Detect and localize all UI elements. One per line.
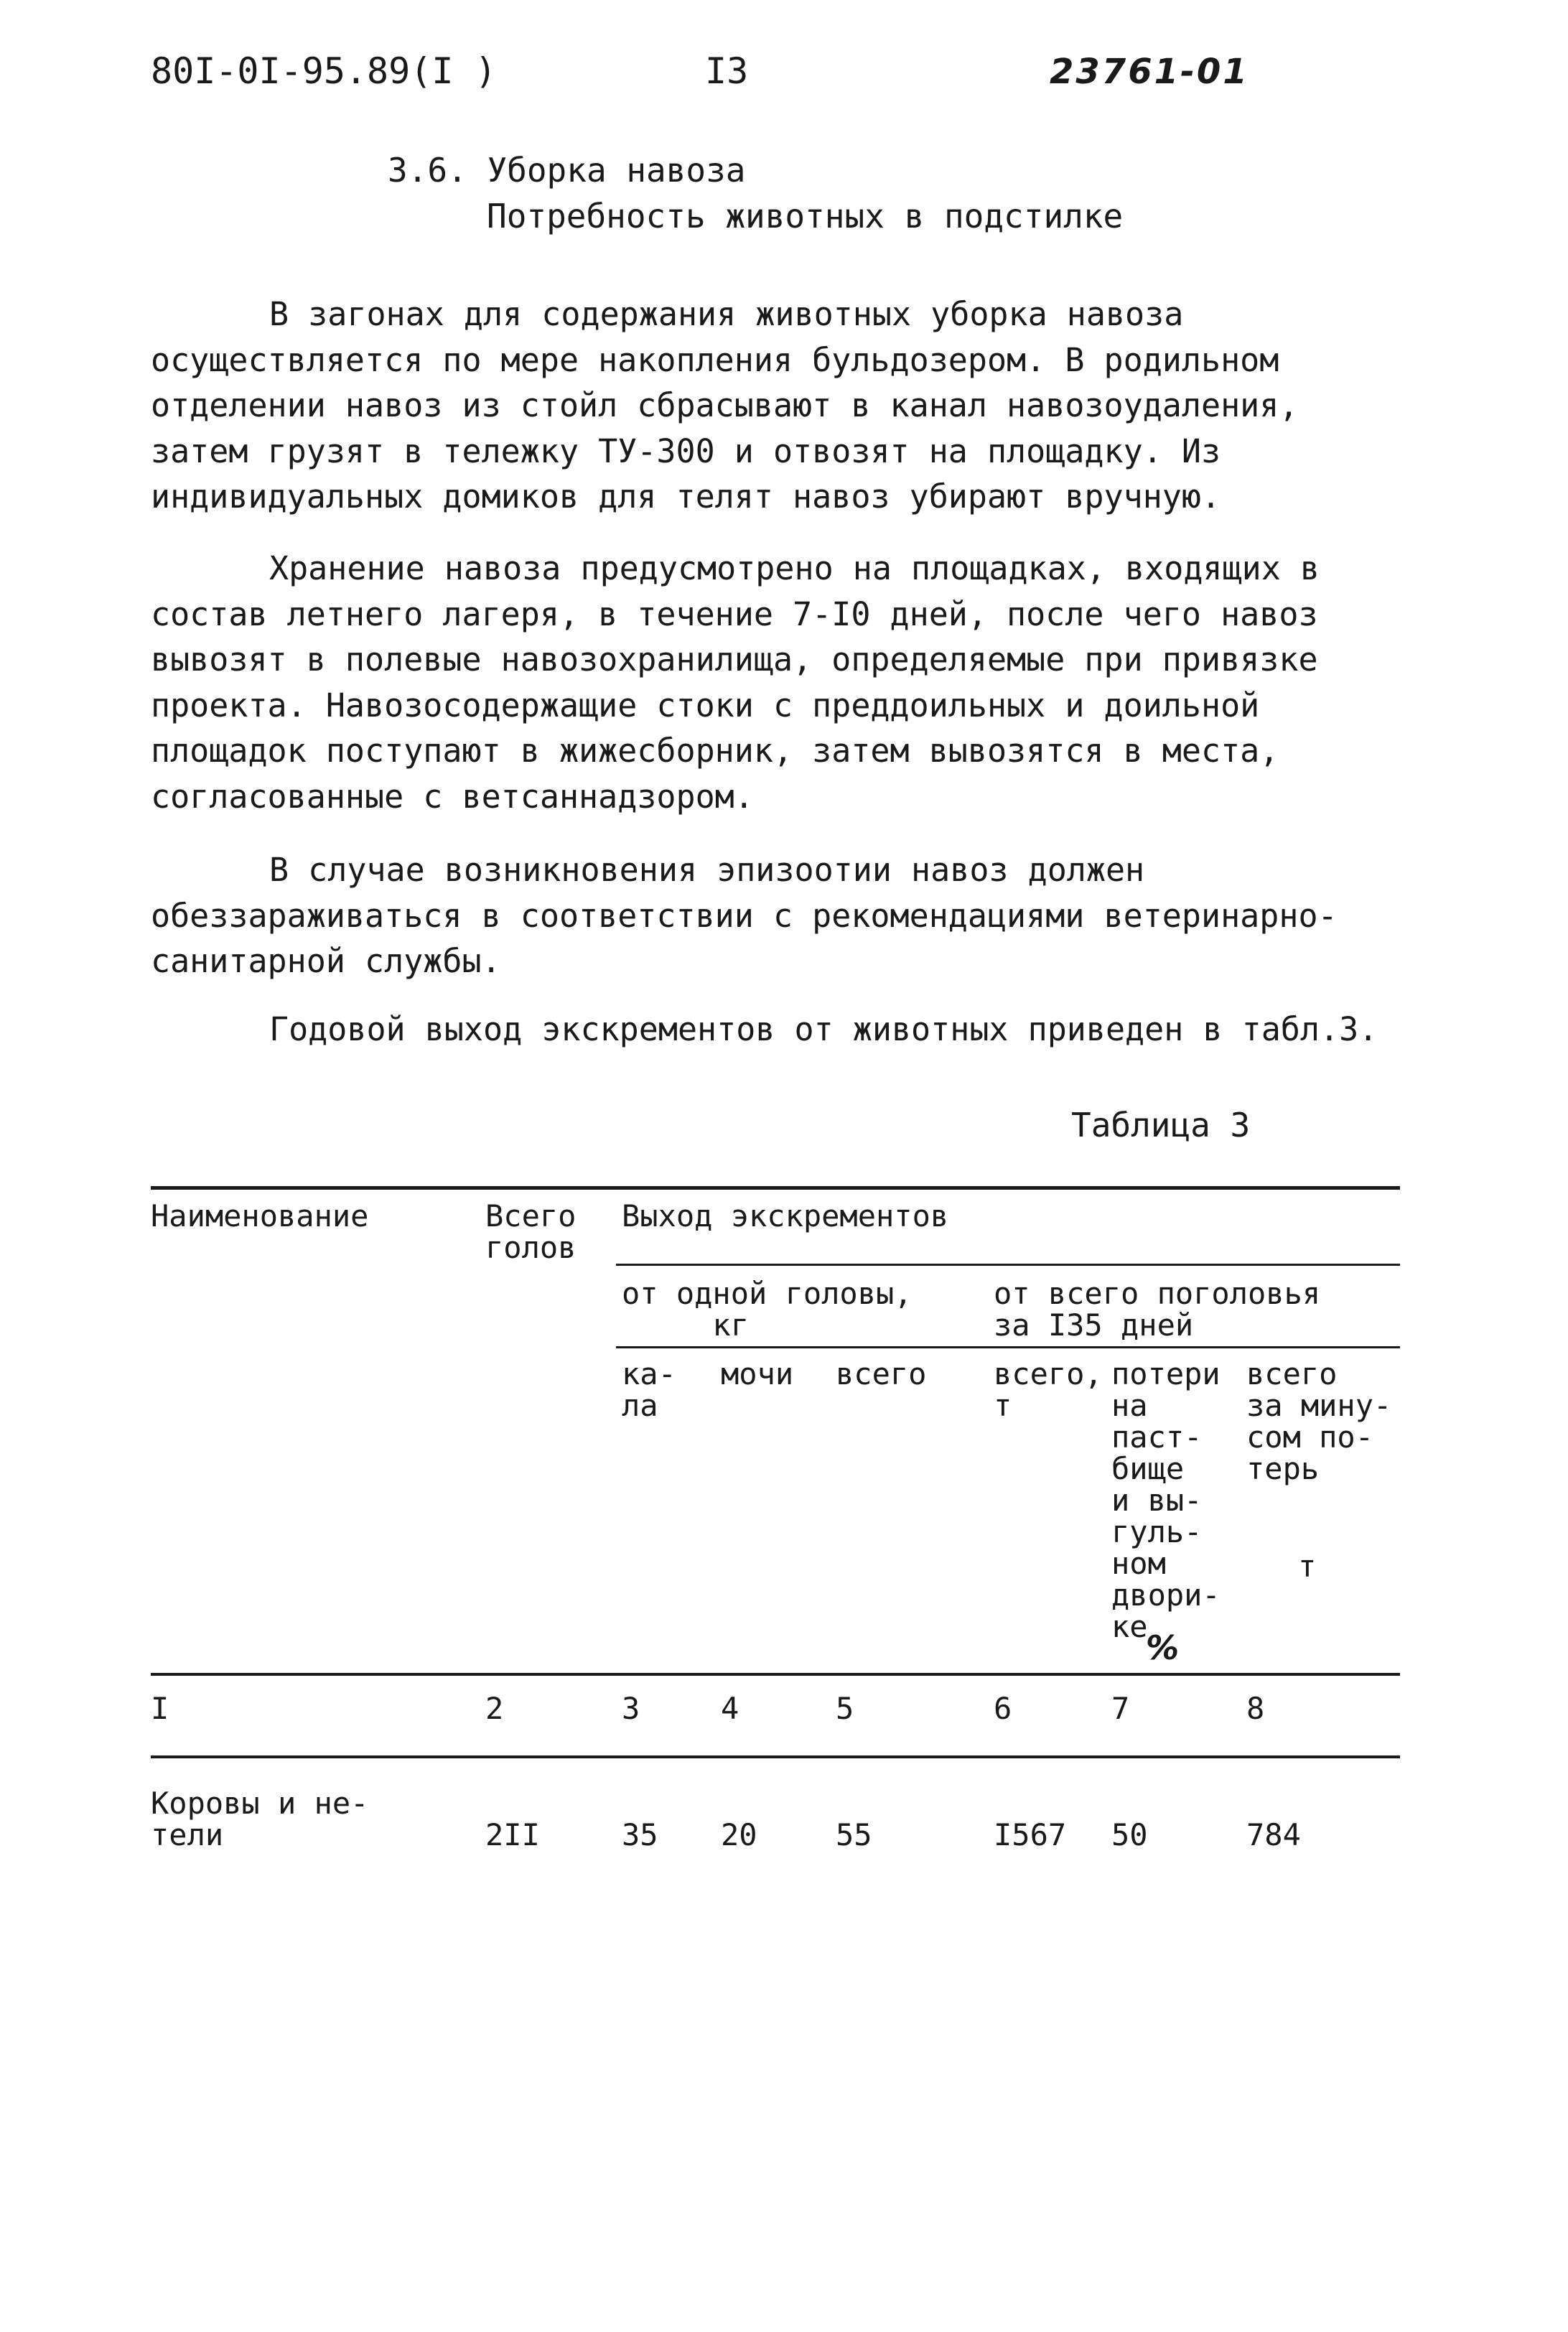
- paragraph-annual-output: Годовой выход экскрементов от животных приведен в табл.3.: [269, 1010, 1378, 1048]
- table-header-net: всего за мину- сом по- терь: [1246, 1356, 1392, 1486]
- table-header-urine: мочи: [721, 1356, 794, 1391]
- table-header-bottom-rule: [151, 1673, 1400, 1676]
- table-cell-urine: 20: [721, 1817, 757, 1852]
- section-subtitle: Потребность животных в подстилке: [487, 197, 1124, 235]
- column-number-1: I: [151, 1691, 169, 1726]
- table-header-whole-herd: от всего поголовья за I35 дней: [994, 1276, 1321, 1343]
- column-number-2: 2: [485, 1691, 504, 1726]
- table-top-rule: [151, 1186, 1400, 1190]
- table-cell-total: 55: [836, 1817, 872, 1852]
- table-header-losses-unit: %: [1146, 1628, 1182, 1667]
- table-header-total-heads: Всего голов: [485, 1198, 577, 1265]
- column-number-8: 8: [1246, 1691, 1265, 1726]
- table-header-net-unit: т: [1298, 1549, 1317, 1584]
- column-number-4: 4: [721, 1691, 739, 1726]
- section-title: 3.6. Уборка навоза: [388, 151, 746, 190]
- table-header-total: всего: [836, 1356, 927, 1391]
- table-row-name: Коровы и не- тели: [151, 1786, 369, 1852]
- column-number-6: 6: [994, 1691, 1012, 1726]
- table-cell-net: 784: [1246, 1817, 1301, 1852]
- table-header-rule-2: [616, 1346, 1400, 1348]
- table-caption: Таблица 3: [1071, 1106, 1251, 1144]
- column-number-5: 5: [836, 1691, 854, 1726]
- table-header-feces: ка- ла: [622, 1356, 676, 1423]
- column-number-7: 7: [1111, 1691, 1130, 1726]
- table-cell-total-t: I567: [994, 1817, 1067, 1852]
- paragraph-manure-storage: Хранение навоза предусмотрено на площадках, входящих в состав летнего лагеря, в течение 7-I0 дней, после чего навоз вывозят в полевые навозохранилища, определяемые при привязке проекта. Навозосодержащие стоки с преддоильных и доильной площадок поступают в жижесборник, затем вывозятся в места, согласованные с ветсаннадзором.: [151, 549, 1320, 816]
- table-header-output: Выход экскрементов: [622, 1198, 949, 1233]
- paragraph-epizootic: В случае возникновения эпизоотии навоз должен обеззараживаться в соответствии с рекомендациями ветеринарно-санитарной службы.: [151, 851, 1338, 980]
- table-header-per-head: от одной головы, кг: [622, 1276, 913, 1343]
- table-header-losses: потери на паст- бище и вы- гуль- ном двори- ке: [1111, 1356, 1221, 1644]
- document-code: 80I-0I-95.89(I ): [151, 50, 497, 92]
- table-header-total-t: всего, т: [994, 1356, 1103, 1423]
- handwritten-stamp-number: 23761-01: [1050, 52, 1249, 92]
- table-header-rule-1: [616, 1264, 1400, 1266]
- table-numbers-rule: [151, 1755, 1400, 1758]
- page-number: I3: [705, 50, 749, 92]
- table-cell-feces: 35: [622, 1817, 658, 1852]
- table-cell-losses: 50: [1111, 1817, 1148, 1852]
- table-cell-total-heads: 2II: [485, 1817, 540, 1852]
- table-header-name: Наименование: [151, 1198, 369, 1233]
- paragraph-manure-removal: В загонах для содержания животных уборка навоза осуществляется по мере накопления бульдозером. В родильном отделении навоз из стойл сбрасывают в канал навозоудаления, затем грузят в тележку ТУ-300 и отвозят на площадку. Из индивидуальных домиков для телят навоз убирают вручную.: [151, 295, 1299, 516]
- column-number-3: 3: [622, 1691, 640, 1726]
